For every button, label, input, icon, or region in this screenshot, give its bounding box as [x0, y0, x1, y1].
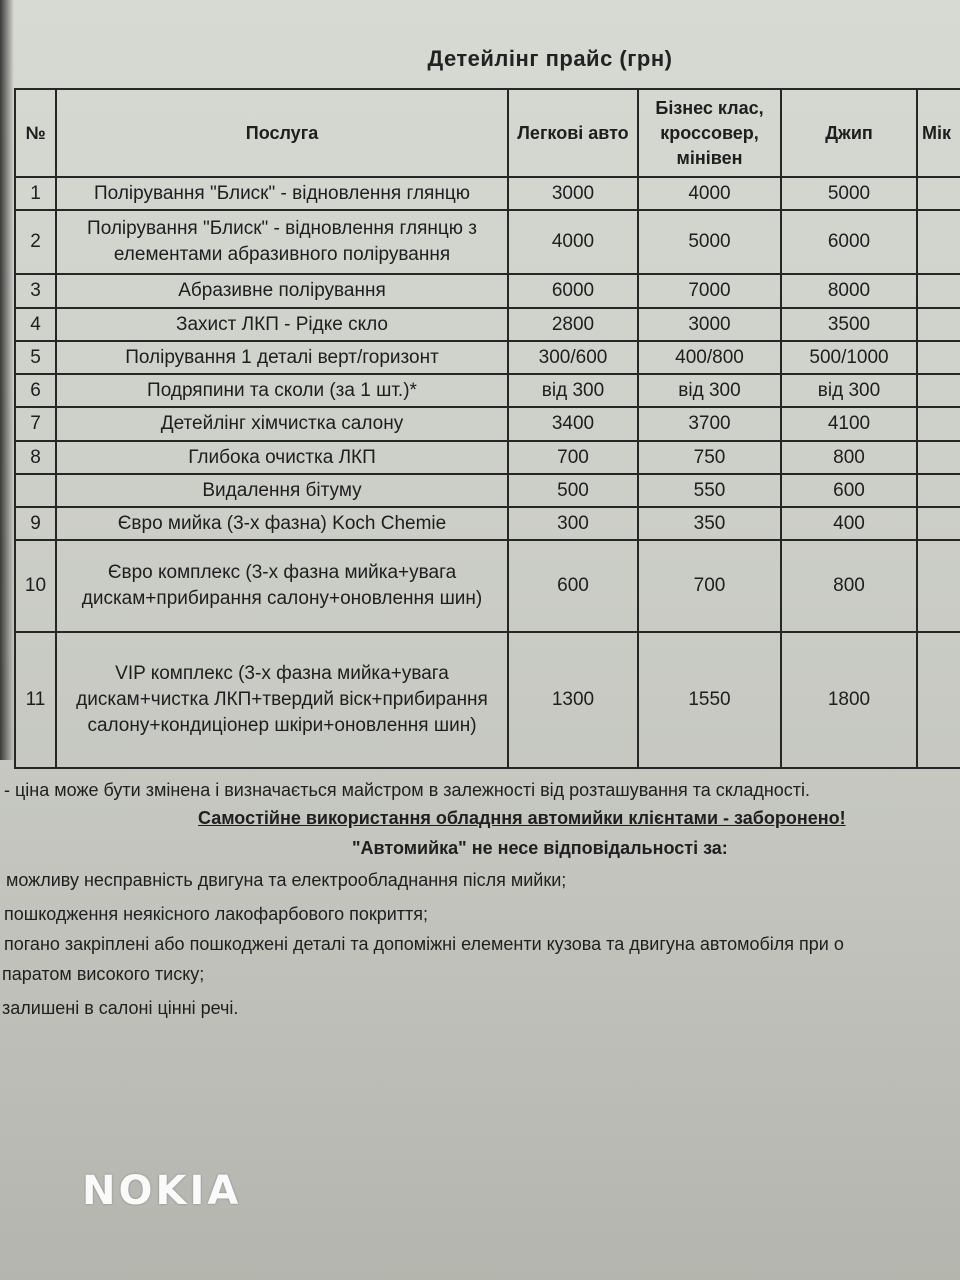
- row-service: Глибока очистка ЛКП: [56, 441, 508, 474]
- row-no: [15, 474, 56, 507]
- row-jeep-price: 6000: [781, 210, 917, 274]
- header-car: Легкові авто: [508, 89, 638, 177]
- row-business-price: 700: [638, 540, 781, 632]
- row-service: Захист ЛКП - Рідке скло: [56, 308, 508, 341]
- table-header-row: [15, 89, 960, 177]
- row-no: 9: [15, 507, 56, 540]
- row-car-price: 500: [508, 474, 638, 507]
- row-business-price: від 300: [638, 374, 781, 407]
- row-service: Детейлінг хімчистка салону: [56, 407, 508, 441]
- table-row: [15, 474, 960, 507]
- table-row: [15, 210, 960, 274]
- row-business-price: 3700: [638, 407, 781, 441]
- row-jeep-price: 400: [781, 507, 917, 540]
- row-mini-price: [917, 341, 960, 374]
- row-mini-price: [917, 632, 960, 768]
- row-car-price: 6000: [508, 274, 638, 308]
- row-service: VIP комплекс (3-х фазна мийка+увага дискам+чистка ЛКП+твердий віск+прибирання салону+кондиціонер шкіри+оновлення шин): [56, 632, 508, 768]
- table-row: [15, 374, 960, 407]
- row-no: 6: [15, 374, 56, 407]
- row-car-price: 600: [508, 540, 638, 632]
- row-jeep-price: 5000: [781, 177, 917, 210]
- row-business-price: 400/800: [638, 341, 781, 374]
- row-business-price: 3000: [638, 308, 781, 341]
- page-title: Детейлінг прайс (грн): [427, 46, 673, 71]
- table-row: [15, 274, 960, 308]
- row-business-price: 550: [638, 474, 781, 507]
- row-business-price: 4000: [638, 177, 781, 210]
- left-shadow: [0, 0, 14, 760]
- row-jeep-price: 8000: [781, 274, 917, 308]
- row-service: Полірування "Блиск" - відновлення глянцю з елементами абразивного полірування: [56, 210, 508, 274]
- row-mini-price: [917, 540, 960, 632]
- row-mini-price: [917, 210, 960, 274]
- header-business: Бізнес клас, кроссовер, мінівен: [638, 89, 781, 177]
- table-row: [15, 507, 960, 540]
- row-car-price: 300/600: [508, 341, 638, 374]
- row-service: Видалення бітуму: [56, 474, 508, 507]
- row-no: 10: [15, 540, 56, 632]
- row-business-price: 750: [638, 441, 781, 474]
- header-service: Послуга: [56, 89, 508, 177]
- row-business-price: 350: [638, 507, 781, 540]
- row-jeep-price: 4100: [781, 407, 917, 441]
- table-row: [15, 308, 960, 341]
- row-service: Євро комплекс (3-х фазна мийка+увага дискам+прибирання салону+оновлення шин): [56, 540, 508, 632]
- row-mini-price: [917, 441, 960, 474]
- table-row: [15, 407, 960, 441]
- row-jeep-price: 800: [781, 441, 917, 474]
- row-service: Абразивне полірування: [56, 274, 508, 308]
- table-row: [15, 341, 960, 374]
- row-car-price: 1300: [508, 632, 638, 768]
- header-jeep: Джип: [781, 89, 917, 177]
- row-service: Полірування 1 деталі верт/горизонт: [56, 341, 508, 374]
- responsibility-item: пошкодження неякісного лакофарбового покриття;: [4, 904, 429, 924]
- responsibility-item: погано закріплені або пошкоджені деталі та допоміжні елементи кузова та двигуна автомобіля при о: [4, 934, 844, 954]
- row-car-price: 4000: [508, 210, 638, 274]
- table-row: [15, 177, 960, 210]
- row-mini-price: [917, 274, 960, 308]
- row-no: 2: [15, 210, 56, 274]
- row-no: 3: [15, 274, 56, 308]
- header-mini: Мік: [917, 89, 960, 177]
- row-no: 11: [15, 632, 56, 768]
- row-service: Подряпини та сколи (за 1 шт.)*: [56, 374, 508, 407]
- row-jeep-price: 800: [781, 540, 917, 632]
- table-row: [15, 632, 960, 768]
- row-car-price: від 300: [508, 374, 638, 407]
- row-no: 1: [15, 177, 56, 210]
- responsibility-item: паратом високого тиску;: [2, 964, 205, 984]
- row-car-price: 700: [508, 441, 638, 474]
- table-row: [15, 441, 960, 474]
- row-no: 5: [15, 341, 56, 374]
- row-jeep-price: 1800: [781, 632, 917, 768]
- row-service: Полірування "Блиск" - відновлення глянцю: [56, 177, 508, 210]
- footnote: - ціна може бути змінена і визначається майстром в залежності від розташування та складності.: [4, 780, 811, 800]
- row-mini-price: [917, 177, 960, 210]
- row-mini-price: [917, 308, 960, 341]
- row-business-price: 1550: [638, 632, 781, 768]
- header-no: №: [15, 89, 56, 177]
- responsibility-item: можливу несправність двигуна та електрообладнання після мийки;: [6, 870, 567, 890]
- row-jeep-price: від 300: [781, 374, 917, 407]
- row-car-price: 300: [508, 507, 638, 540]
- price-table: [14, 88, 960, 769]
- nokia-logo: NOKIA: [82, 1168, 242, 1214]
- row-car-price: 2800: [508, 308, 638, 341]
- row-car-price: 3400: [508, 407, 638, 441]
- row-no: 4: [15, 308, 56, 341]
- row-service: Євро мийка (3-х фазна) Koch Chemie: [56, 507, 508, 540]
- usage-warning: Самостійне використання обладння автомийки клієнтами - заборонено!: [198, 808, 846, 828]
- table-row: [15, 540, 960, 632]
- row-jeep-price: 3500: [781, 308, 917, 341]
- row-no: 7: [15, 407, 56, 441]
- responsibility-title: "Автомийка" не несе відповідальності за:: [352, 838, 728, 858]
- row-mini-price: [917, 374, 960, 407]
- row-no: 8: [15, 441, 56, 474]
- row-mini-price: [917, 407, 960, 441]
- row-jeep-price: 500/1000: [781, 341, 917, 374]
- row-jeep-price: 600: [781, 474, 917, 507]
- row-mini-price: [917, 474, 960, 507]
- row-mini-price: [917, 507, 960, 540]
- responsibility-item: залишені в салоні цінні речі.: [2, 998, 239, 1018]
- row-business-price: 7000: [638, 274, 781, 308]
- row-car-price: 3000: [508, 177, 638, 210]
- row-business-price: 5000: [638, 210, 781, 274]
